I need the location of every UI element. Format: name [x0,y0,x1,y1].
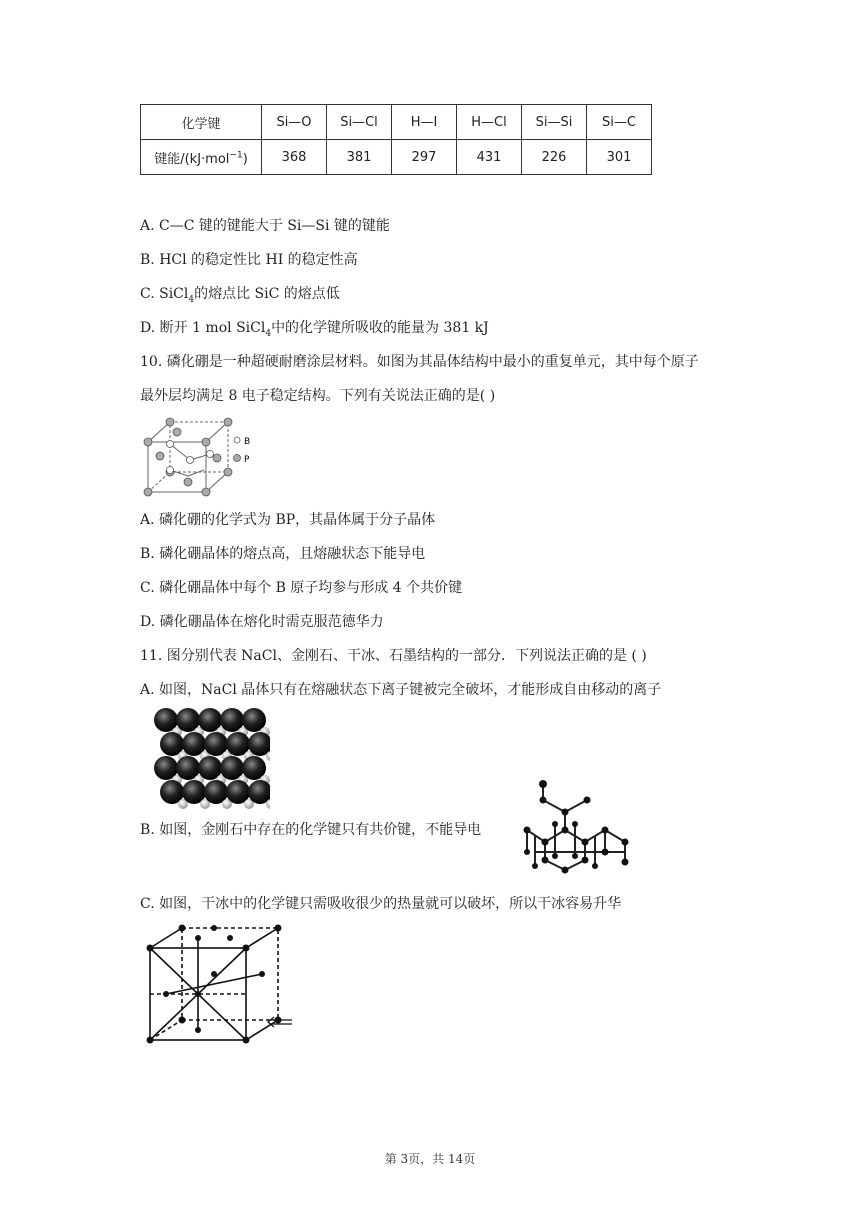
table-header-cell: H—Cl [457,105,522,140]
table-cell: 368 [262,140,327,175]
table-header-cell: 化学键 [141,105,262,140]
table-cell: 297 [392,140,457,175]
q9-option-c-text: C. SiCl [140,286,189,302]
table-header-cell: Si—Cl [327,105,392,140]
legend-p-label: P [244,455,250,465]
q9-option-b: B. HCl 的稳定性比 HI 的稳定性高 [140,252,358,268]
q11-option-b: B. 如图，金刚石中存在的化学键只有共价键，不能导电 [140,822,482,838]
row-label: 键能/(kJ·mol [154,151,230,167]
table-row [141,105,652,140]
row-label-sup: −1 [229,150,243,161]
q11-stem: 11. 图分别代表 NaCl、金刚石、干冰、石墨结构的一部分．下列说法正确的是 ( ) [140,648,647,664]
nacl-structure-image [152,704,270,810]
table-header-cell: Si—O [262,105,327,140]
q11-option-a: A. 如图，NaCl 晶体只有在熔融状态下离子键被完全破坏，才能形成自由移动的离子 [140,682,662,698]
q9-option-d-text-end: 中的化学键所吸收的能量为 381 kJ [271,320,489,336]
q10-stem-line2: 最外层均满足 8 电子稳定结构。下列有关说法正确的是( ) [140,388,496,404]
row-label-cell [141,140,262,175]
q9-option-c-text-end: 的熔点比 SiC 的熔点低 [194,286,340,302]
page-footer: 第 3页，共 14页 [384,1152,476,1166]
row-label-end: ) [242,151,248,167]
q10-stem-line1: 10. 磷化硼是一种超硬耐磨涂层材料。如图为其晶体结构中最小的重复单元，其中每个原子 [140,354,699,370]
table-cell: 301 [587,140,652,175]
table-cell: 226 [522,140,587,175]
q10-option-c: C. 磷化硼晶体中每个 B 原子均参与形成 4 个共价键 [140,580,463,596]
q9-option-a: A. C—C 键的键能大于 Si—Si 键的键能 [140,218,390,234]
table-header-cell: H—I [392,105,457,140]
q10-option-d: D. 磷化硼晶体在熔化时需克服范德华力 [140,614,384,630]
dry-ice-structure-image [140,922,296,1050]
table-cell: 381 [327,140,392,175]
q9-option-d-text: D. 断开 1 mol SiCl [140,320,266,336]
table-header-cell: Si—Si [522,105,587,140]
q9-option-c [140,284,340,310]
q10-option-a: A. 磷化硼的化学式为 BP，其晶体属于分子晶体 [140,512,436,528]
table-cell: 431 [457,140,522,175]
bond-energy-table [140,104,652,175]
q9-option-d-sub: 4 [265,328,272,339]
q9-option-c-sub: 4 [188,294,195,305]
diamond-structure-image [515,772,639,880]
table-header-cell: Si—C [587,105,652,140]
table-row [141,140,652,175]
q9-option-d [140,318,489,344]
boron-phosphide-unit-cell-image [140,414,270,498]
q10-option-b: B. 磷化硼晶体的熔点高，且熔融状态下能导电 [140,546,426,562]
q11-option-c: C. 如图，干冰中的化学键只需吸收很少的热量就可以破坏，所以干冰容易升华 [140,896,622,912]
legend-b-label: B [244,437,251,447]
